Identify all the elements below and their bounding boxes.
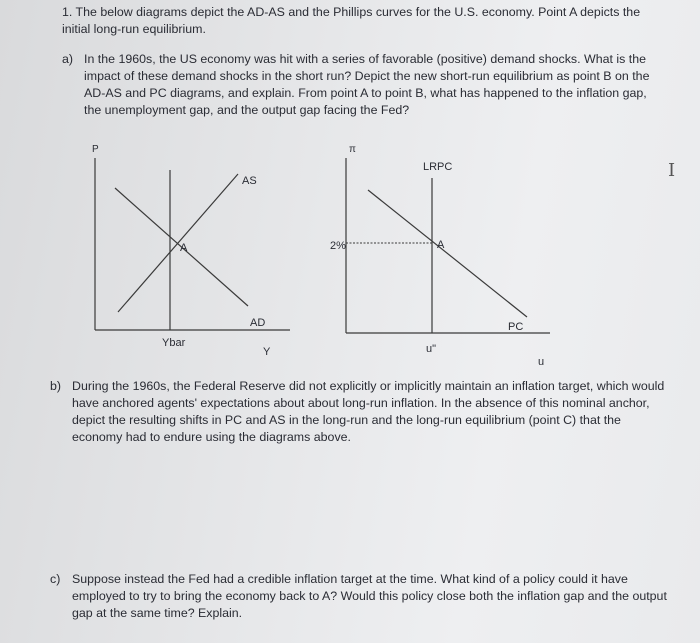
part-a-label: a) <box>62 52 74 66</box>
ad-as-x-label: Y <box>263 346 271 358</box>
ad-as-point-a: A <box>180 242 188 254</box>
phillips-curve-diagram <box>330 144 550 368</box>
ad-label: AD <box>250 317 266 329</box>
pc-label: PC <box>508 321 524 333</box>
question-part-c <box>50 571 672 622</box>
lrpc-label: LRPC <box>423 161 453 173</box>
pc-point-a: A <box>437 239 445 251</box>
short-run-phillips-curve <box>368 190 527 317</box>
ad-as-diagram <box>92 144 290 358</box>
pc-x-label: u <box>538 356 545 368</box>
part-b-text: During the 1960s, the Federal Reserve did not explicitly or implicitly maintain an inflation target, which would have anchored agents' expectations about about long-run inflation. In the absence of this nominal anchor, depict the resulting shifts in PC and AS in the long-run and the long-run equilibrium (point C) that the economy had to endure using the diagrams above. <box>72 379 665 444</box>
as-curve <box>118 174 238 312</box>
natural-rate-label: u" <box>426 343 437 355</box>
inflation-2pct-label: 2% <box>330 240 346 252</box>
pc-y-label: π <box>349 144 356 155</box>
part-c-label: c) <box>50 572 61 586</box>
as-label: AS <box>242 175 257 187</box>
question-part-b <box>50 378 672 446</box>
ybar-label: Ybar <box>162 337 186 349</box>
part-c-text: Suppose instead the Fed had a credible inflation target at the time. What kind of a policy could it have employed to try to bring the economy back to A? Would this policy close both the inflation gap and the output gap at the same time? Explain. <box>72 572 667 620</box>
text-cursor-icon: I <box>668 160 676 181</box>
question-1-intro: 1. The below diagrams depict the AD-AS and the Phillips curves for the U.S. economy. Point A depicts the initial long-run equilibrium. <box>62 5 641 36</box>
ad-as-y-label: P <box>92 144 99 155</box>
part-b-label: b) <box>50 379 62 393</box>
part-a-text: In the 1960s, the US economy was hit with a series of favorable (positive) demand shocks. What is the impact of these demand shocks in the short run? Depict the new short-run equilibrium as point B on the AD-AS and PC diagrams, and explain. From point A to point B, what has happened to the inflation gap, the unemployment gap, and the output gap facing the Fed? <box>84 52 650 117</box>
